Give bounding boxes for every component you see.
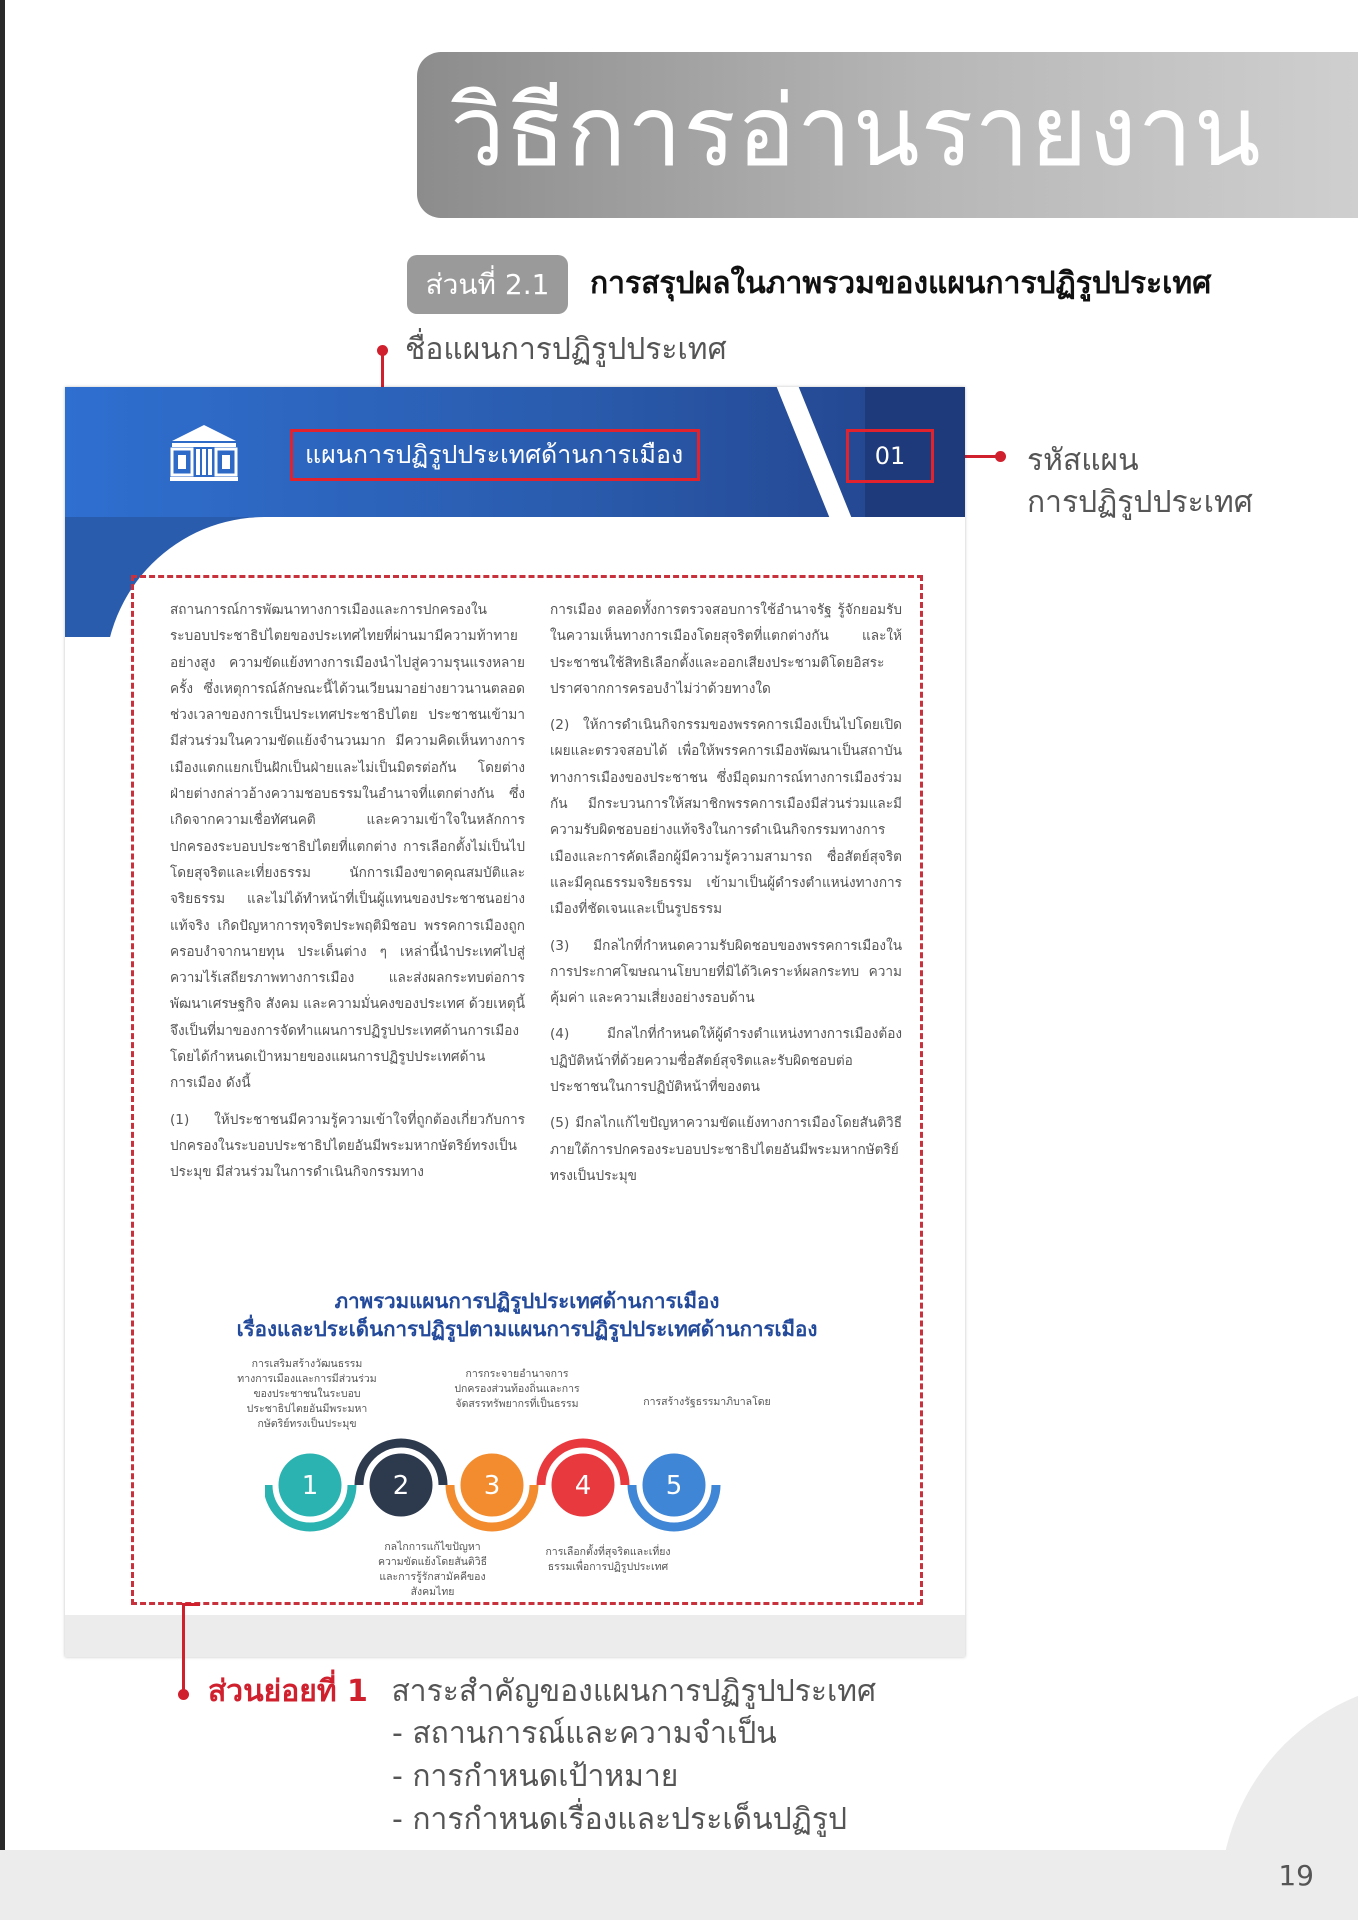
document-column-right: [550, 597, 902, 1199]
document-bottom-band: [65, 1615, 965, 1657]
document-paragraph: (3) มีกลไกที่กำหนดความรับผิดชอบของพรรคการเมืองในการประกาศโฆษณานโยบายที่มิได้วิเคราะห์ผลกระทบ ความคุ้มค่า และความเสี่ยงอย่างรอบด้าน: [550, 937, 902, 1007]
document-paragraph: (1) ให้ประชาชนมีความรู้ความเข้าใจที่ถูกต้องเกี่ยวกับการปกครองในระบอบประชาธิปไตยอันมีพระมหากษัตริย์ทรงเป็นประมุข มีส่วนร่วมในการดำเนินกิจกรรมทาง: [170, 1111, 525, 1181]
subsection-text: สาระสำคัญของแผนการปฏิรูปประเทศ: [391, 1674, 877, 1709]
subsection-dot: [178, 1689, 189, 1700]
footer-band: [0, 1850, 1358, 1920]
document-plan-code: 01: [846, 429, 934, 483]
left-edge-rule: [0, 0, 5, 1850]
document-paragraph: การเมือง ตลอดทั้งการตรวจสอบการใช้อำนาจรัฐ รู้จักยอมรับในความเห็นทางการเมืองโดยสุจริตที่แตกต่างกัน และให้ประชาชนใช้สิทธิเลือกตั้งและออกเสียงประชามติโดยอิสระปราศจากการครอบงำไม่ว่าด้วยทางใด: [550, 602, 902, 697]
overview-step-number-3: 3: [483, 1471, 501, 1501]
document-paragraph: (5) มีกลไกแก้ไขปัญหาความขัดแย้งทางการเมืองโดยสันติวิธีภายใต้การปกครองระบอบประชาธิปไตยอันมีพระมหากษัตริย์ทรงเป็นประมุข: [550, 1115, 902, 1184]
overview-step-number-4: 4: [574, 1471, 592, 1501]
overview-step-number-5: 5: [665, 1471, 683, 1501]
document-plan-title: แผนการปฏิรูปประเทศด้านการเมือง: [290, 429, 700, 481]
document-paragraph: (4) มีกลไกที่กำหนดให้ผู้ดำรงตำแหน่งทางการเมืองต้องปฏิบัติหน้าที่ด้วยความซื่อสัตย์สุจริตและรับผิดชอบต่อประชาชนในการปฏิบัติหน้าที่ของตน: [550, 1026, 902, 1096]
subsection-list-item: - การกำหนดเป้าหมาย: [392, 1759, 679, 1794]
subsection-bracket-top: [182, 1603, 200, 1606]
overview-step-number-1: 1: [301, 1471, 319, 1501]
callout-dot-plan-code: [995, 451, 1006, 462]
document-paragraph: สถานการณ์การพัฒนาทางการเมืองและการปกครองในระบอบประชาธิปไตยของประเทศไทยที่ผ่านมามีความท้าทายอย่างสูง ความขัดแย้งทางการเมืองนำไปสู่ความรุนแรงหลายครั้ง ซึ่งเหตุการณ์ลักษณะนี้ได้วนเวียนมาอย่างยาวนานตลอดช่วงเวลาของการเป็นประเทศประชาธิปไตย ประชาชนเข้ามามีส่วนร่วมในความขัดแย้งจำนวนมาก มีความคิดเห็นทางการเมืองแตกแยกเป็นฝักเป็นฝ่ายและไม่เป็นมิตรต่อกัน โดยต่างฝ่ายต่างกล่าวอ้างความชอบธรรมในอำนาจที่แตกต่างกัน ซึ่งเกิดจากความเชื่อทัศนคติ และความเข้าใจในหลักการปกครองระบอบประชาธิปไตยที่แตกต่าง การเลือกตั้งไม่เป็นไปโดยสุจริตและเที่ยงธรรม นักการเมืองขาดคุณสมบัติและจริยธรรม และไม่ได้ทำหน้าที่เป็นผู้แทนของประชาชนอย่างแท้จริง เกิดปัญหาการทุจริตประพฤติมิชอบ พรรคการเมืองถูกครอบงำจากนายทุน ประเด็นต่าง ๆ เหล่านี้นำประเทศไปสู่ความไร้เสถียรภาพทางการเมือง และส่งผลกระทบต่อการพัฒนาเศรษฐกิจ สังคม และความมั่นคงของประเทศ ด้วยเหตุนี้จึงเป็นที่มาของการจัดทำแผนการปฏิรูปประเทศด้านการเมือง โดยได้กำหนดเป้าหมายของแผนการปฏิรูปประเทศด้านการเมือง ดังนี้: [170, 602, 525, 1092]
overview-item-label-2: กลไกการแก้ไขปัญหาความขัดแย้งโดยสันติวิธีและการรู้รักสามัคคีของสังคมไทย: [377, 1541, 488, 1598]
callout-plan-code-line1: รหัสแผน: [1027, 443, 1139, 478]
subsection-label: ส่วนย่อยที่ 1: [208, 1674, 368, 1709]
subsection-bracket-line: [182, 1605, 185, 1690]
government-building-icon: [168, 423, 240, 483]
section-heading: การสรุปผลในภาพรวมของแผนการปฏิรูปประเทศ: [590, 266, 1212, 301]
overview-subtitle: เรื่องและประเด็นการปฏิรูปตามแผนการปฏิรูปประเทศด้านการเมือง: [236, 1317, 818, 1341]
document-column-left: [170, 597, 525, 1196]
overview-item-label-3: การกระจายอำนาจการปกครองส่วนท้องถิ่นและการจัดสรรทรัพยากรที่เป็นธรรม: [454, 1368, 580, 1410]
overview-steps-graphic: [265, 1417, 785, 1557]
callout-plan-code-line2: การปฏิรูปประเทศ: [1027, 485, 1253, 520]
callout-plan-name: ชื่อแผนการปฏิรูปประเทศ: [405, 332, 727, 367]
section-chip: ส่วนที่ 2.1: [407, 255, 568, 314]
page-number: 19: [1278, 1859, 1314, 1892]
subsection-list-item: - การกำหนดเรื่องและประเด็นปฏิรูป: [392, 1802, 847, 1837]
subsection-list-item: - สถานการณ์และความจำเป็น: [392, 1716, 777, 1751]
overview-step-number-2: 2: [392, 1471, 410, 1501]
page-title: วิธีการอ่านรายงาน: [450, 75, 1262, 189]
subsection-heading: [208, 1670, 876, 1714]
overview-item-label-5: การสร้างรัฐธรรมาภิบาลโดย: [643, 1396, 771, 1408]
overview-item-label-1: การเสริมสร้างวัฒนธรรมทางการเมืองและการมีส่วนร่วมของประชาชนในระบอบประชาธิปไตยอันมีพระมหากษัตริย์ทรงเป็นประมุข: [237, 1358, 377, 1430]
overview-title: ภาพรวมแผนการปฏิรูปประเทศด้านการเมือง: [334, 1289, 720, 1313]
overview-item-label-4: การเลือกตั้งที่สุจริตและเที่ยงธรรมเพื่อการปฏิรูปประเทศ: [545, 1546, 671, 1573]
document-preview: [65, 387, 965, 1657]
document-paragraph: (2) ให้การดำเนินกิจกรรมของพรรคการเมืองเป็นไปโดยเปิดเผยและตรวจสอบได้ เพื่อให้พรรคการเมืองพัฒนาเป็นสถาบันทางการเมืองของประชาชน ซึ่งมีอุดมการณ์ทางการเมืองร่วมกัน มีกระบวนการให้สมาชิกพรรคการเมืองมีส่วนร่วมและมีความรับผิดชอบอย่างแท้จริงในการดำเนินกิจกรรมทางการเมืองและการคัดเลือกผู้มีความรู้ความสามารถ ซื่อสัตย์สุจริต และมีคุณธรรมจริยธรรม เข้ามาเป็นผู้ดำรงตำแหน่งทางการเมืองที่ชัดเจนและเป็นรูปธรรม: [550, 717, 902, 918]
